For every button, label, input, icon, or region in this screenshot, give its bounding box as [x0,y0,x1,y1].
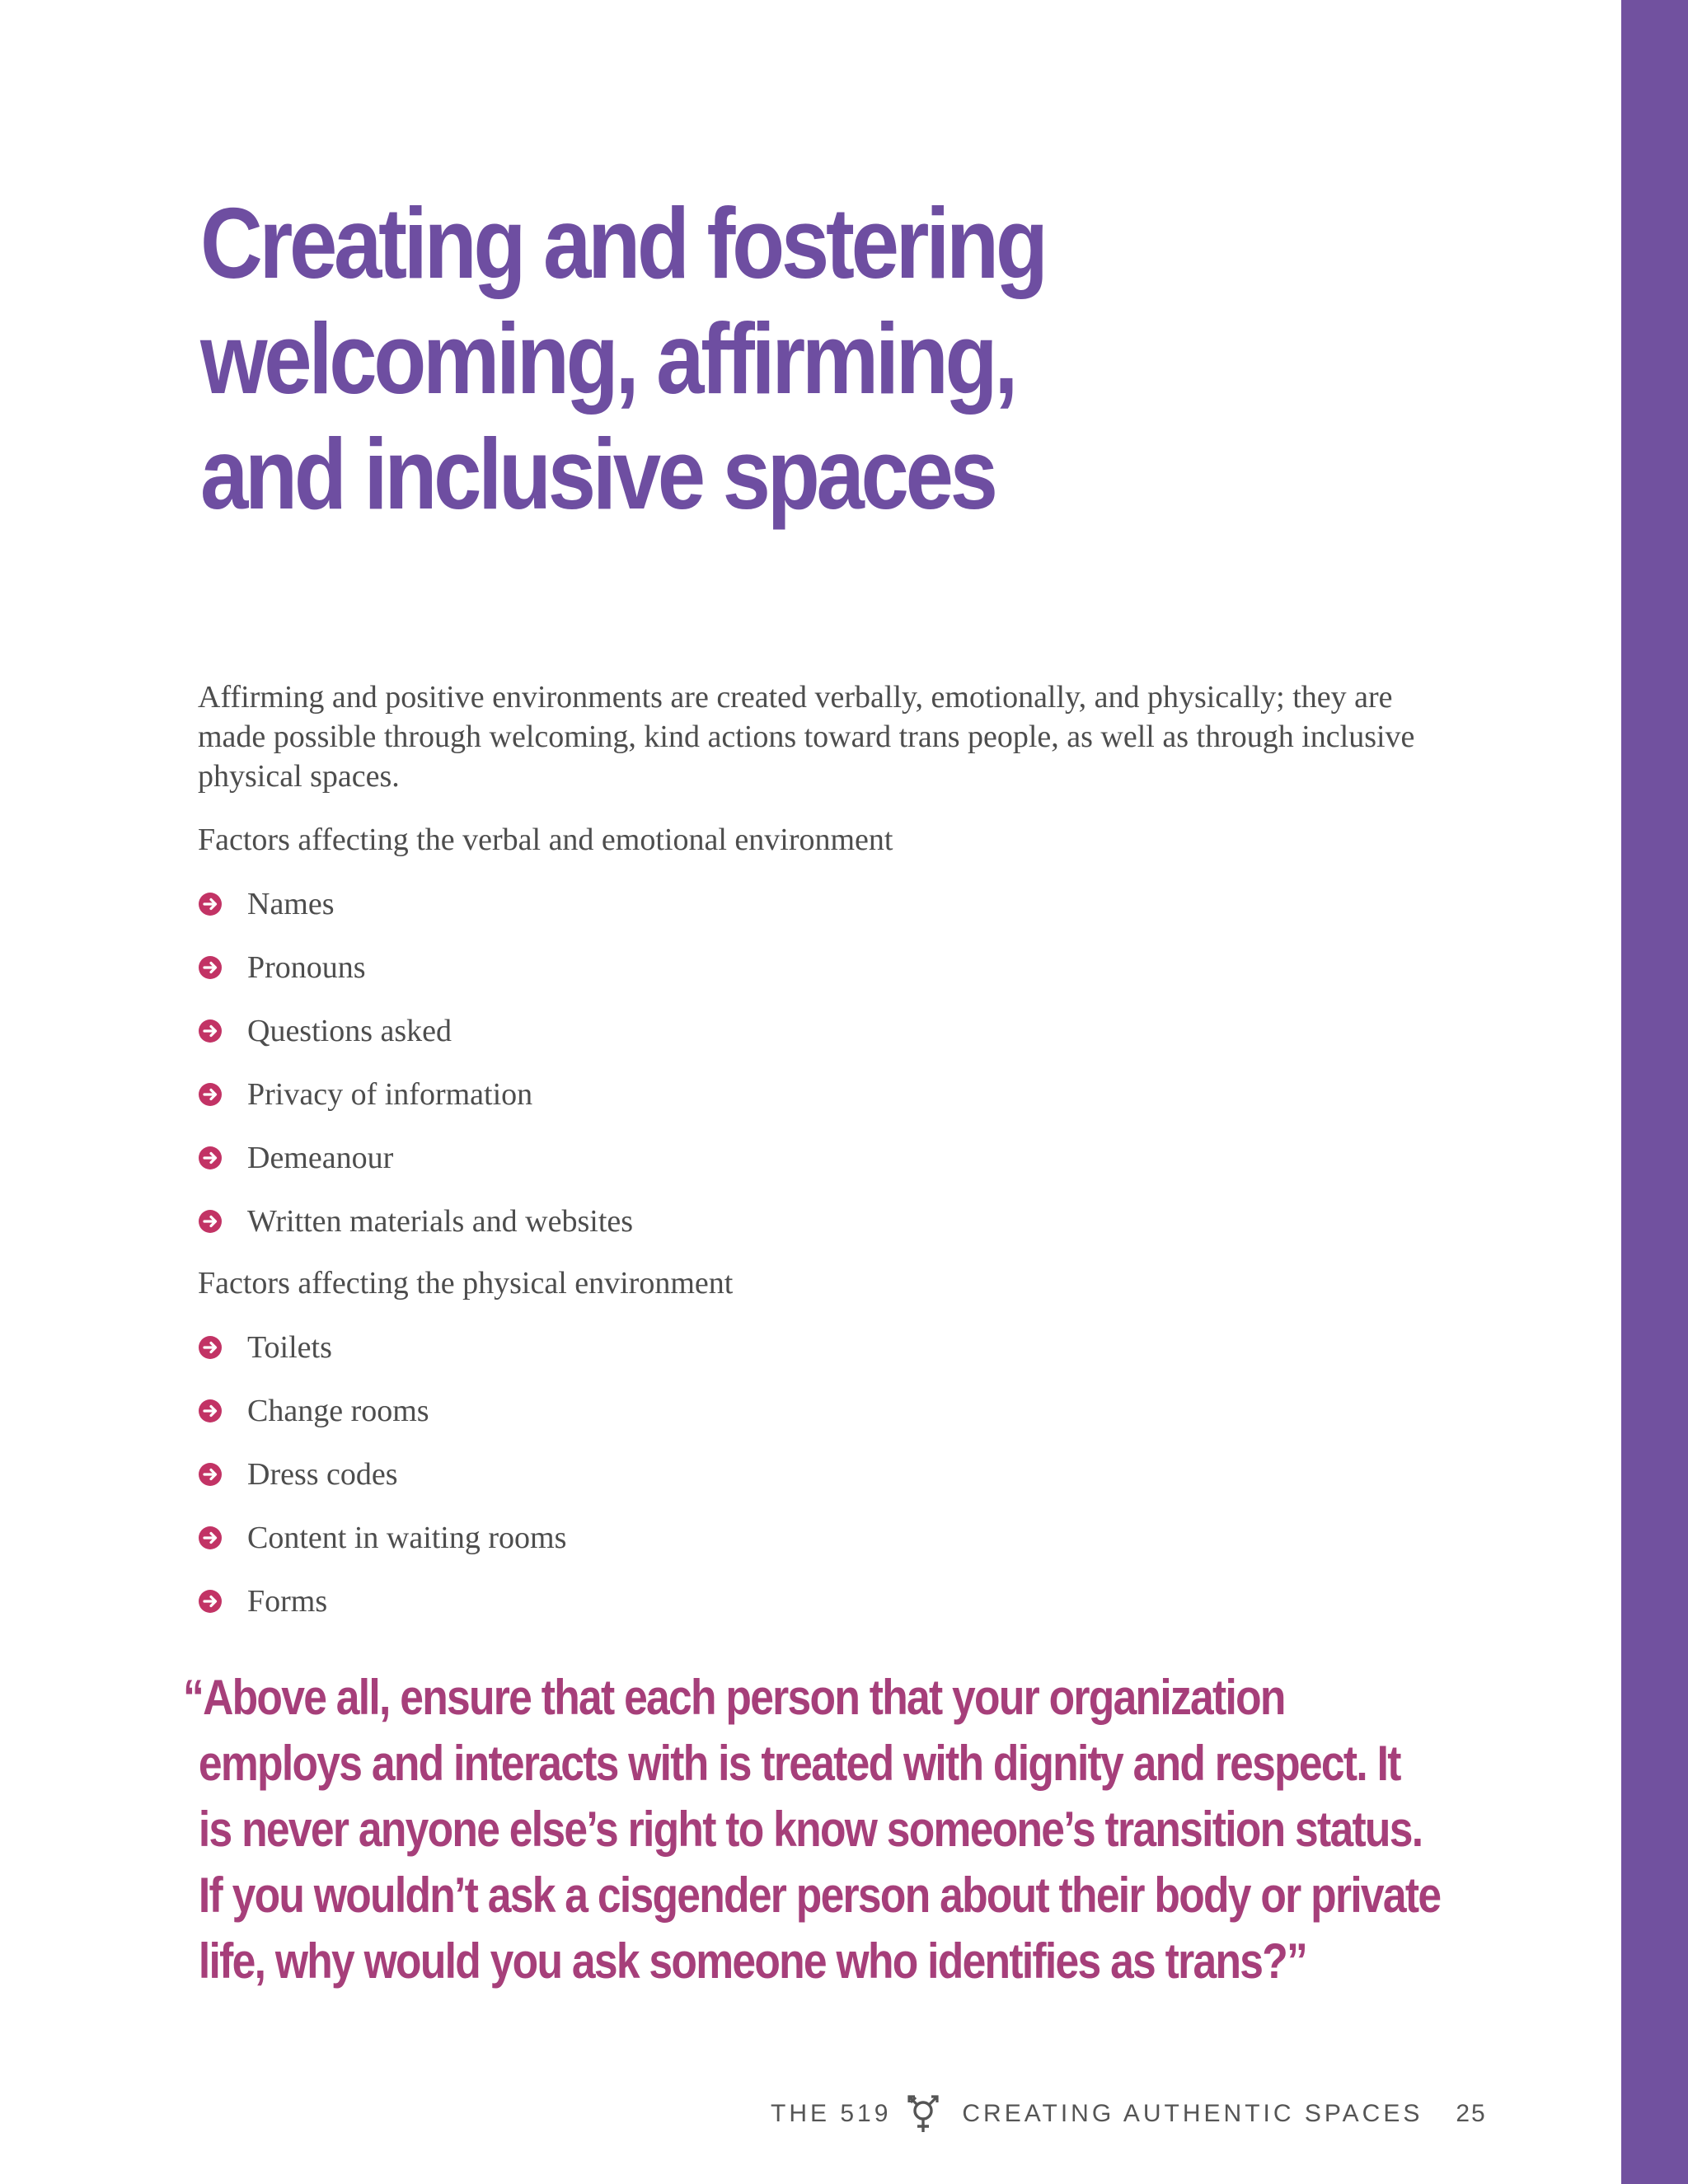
page-title-line-1: Creating and fostering [200,187,1045,299]
side-accent-bar [1621,0,1688,2184]
list-item [198,1062,633,1126]
pull-quote-line-4: If you wouldn’t ask a cisgender person about their body or private [198,1868,1441,1923]
list-item [198,1442,566,1506]
verbal-section-heading: Factors affecting the verbal and emotional environment [198,823,893,857]
list-item-label: Names [247,886,335,921]
page-title-line-3: and inclusive spaces [200,418,995,530]
page-footer [771,2093,1487,2135]
list-item [198,1569,566,1633]
physical-factors-list [198,1315,566,1633]
transgender-symbol-icon [906,2093,940,2135]
page-title [200,185,1122,532]
intro-paragraph: Affirming and positive environments are created verbally, emotionally, and physically; they are made possible through welcoming, kind actions toward trans people, as well as through inclusive physical spaces. [198,680,1415,794]
list-item [198,872,633,935]
pull-quote-line-3: is never anyone else’s right to know someone’s transition status. [198,1802,1423,1857]
list-item-label: Questions asked [247,1013,452,1048]
list-item-label: Forms [247,1583,328,1619]
list-item-label: Privacy of information [247,1076,533,1112]
arrow-circle-icon [198,1335,223,1360]
list-item [198,1315,566,1379]
pull-quote-line-1: “Above all, ensure that each person that your organization [183,1670,1285,1725]
list-item [198,999,633,1062]
pull-quote [183,1665,1530,1994]
list-item-label: Written materials and websites [247,1203,634,1239]
arrow-circle-icon [198,1082,223,1107]
arrow-circle-icon [198,1526,223,1550]
footer-publication: CREATING AUTHENTIC SPACES [962,2100,1423,2127]
arrow-circle-icon [198,955,223,980]
list-item-label: Demeanour [247,1140,394,1175]
list-item-label: Change rooms [247,1393,429,1428]
list-item [198,1189,633,1253]
list-item-label: Toilets [247,1329,332,1365]
list-item [198,1379,566,1442]
footer-organization: THE 519 [771,2100,892,2127]
list-item-label: Content in waiting rooms [247,1520,567,1555]
list-item-label: Pronouns [247,949,366,985]
list-item [198,935,633,999]
list-item [198,1506,566,1569]
physical-section-heading: Factors affecting the physical environment [198,1266,734,1301]
verbal-factors-list [198,872,633,1253]
arrow-circle-icon [198,1589,223,1614]
arrow-circle-icon [198,1146,223,1170]
page-number: 25 [1456,2100,1487,2127]
list-item [198,1126,633,1189]
pull-quote-line-2: employs and interacts with is treated with dignity and respect. It [198,1736,1400,1791]
arrow-circle-icon [198,892,223,916]
arrow-circle-icon [198,1462,223,1487]
arrow-circle-icon [198,1019,223,1043]
list-item-label: Dress codes [247,1456,398,1492]
pull-quote-line-5: life, why would you ask someone who identifies as trans?” [198,1933,1307,1989]
arrow-circle-icon [198,1209,223,1234]
page-title-line-2: welcoming, affirming, [200,302,1015,415]
arrow-circle-icon [198,1399,223,1423]
